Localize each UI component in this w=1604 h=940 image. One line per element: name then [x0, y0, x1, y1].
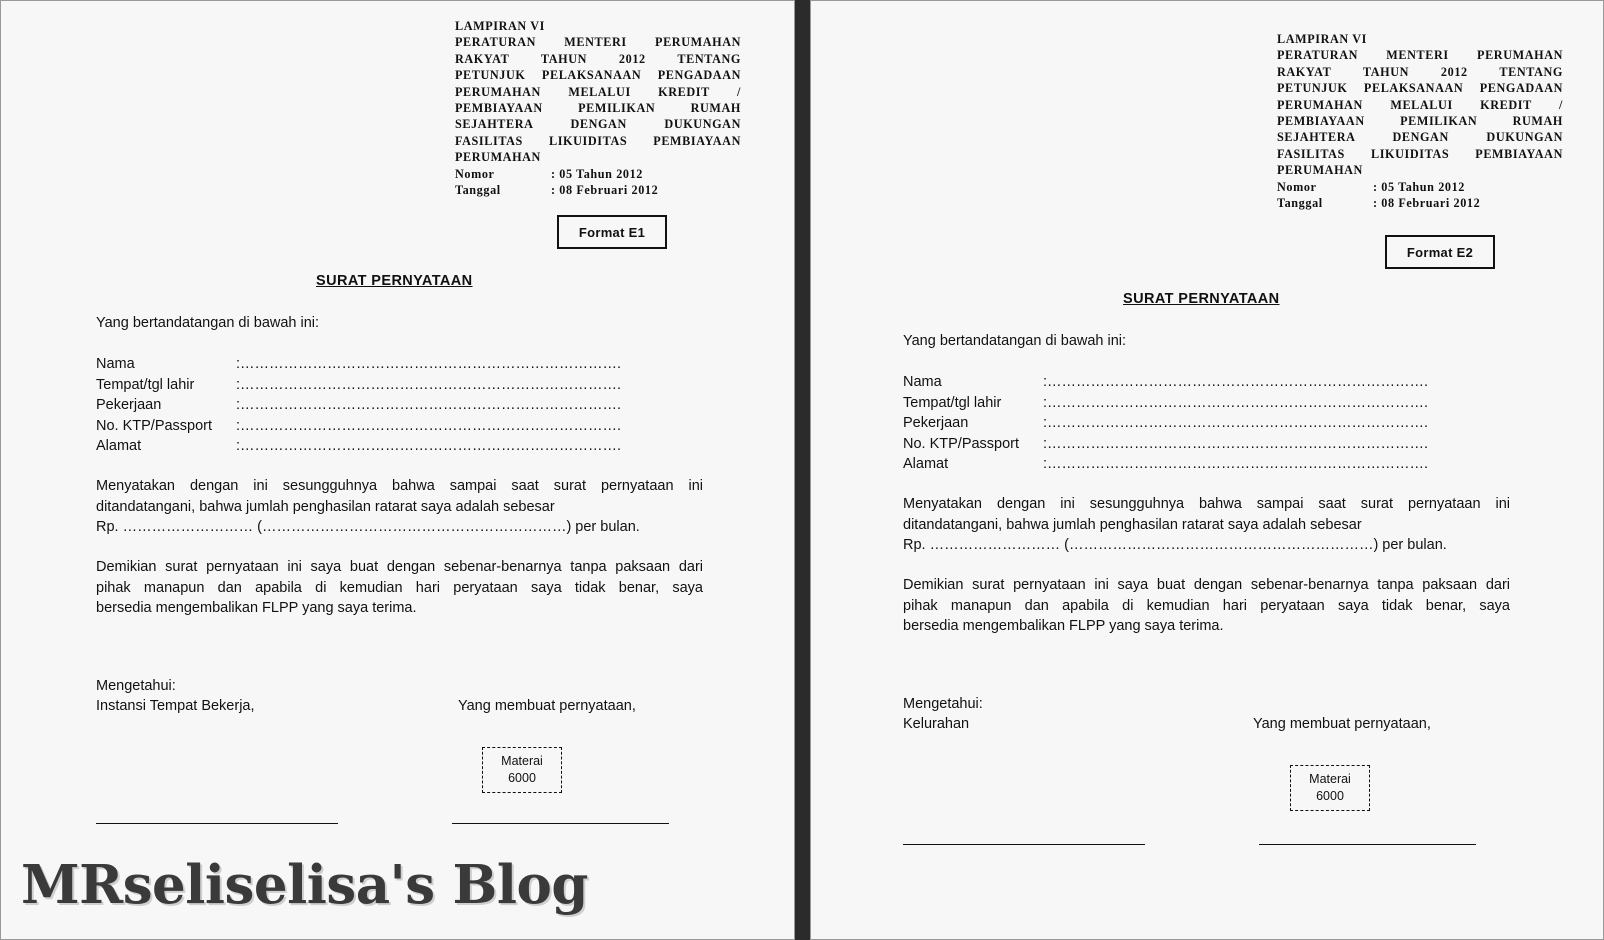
right-signer-label: Yang membuat pernyataan,	[458, 698, 636, 714]
tanggal-value: : 08 Februari 2012	[551, 183, 659, 198]
field-row-alamat	[96, 436, 686, 457]
nomor-value: : 05 Tahun 2012	[1373, 179, 1465, 194]
field-row-ktp	[903, 434, 1493, 455]
format-label-box: Format E2	[1385, 235, 1495, 269]
document-page-format-e1	[0, 0, 795, 940]
closing-paragraph	[96, 557, 703, 619]
closing-line: Demikian surat pernyataan ini saya buat dengan sebenar-benarnya tanpa paksaan dari	[903, 577, 1510, 593]
field-blank: :…………………………………………………………………….	[236, 376, 622, 393]
lampiran-title: LAMPIRAN VI	[455, 19, 545, 33]
tanggal-value: : 08 Februari 2012	[1373, 196, 1481, 211]
nomor-value: : 05 Tahun 2012	[551, 166, 643, 181]
lampiran-line: PETUNJUK PELAKSANAAN PENGADAAN	[1277, 81, 1563, 96]
tanggal-label: Tanggal	[455, 183, 501, 198]
materai-stamp-box	[482, 747, 562, 793]
tanggal-label: Tanggal	[1277, 196, 1323, 211]
field-blank: :…………………………………………………………………….	[1043, 394, 1429, 411]
nomor-row	[1277, 179, 1563, 195]
field-blank: :…………………………………………………………………….	[236, 417, 622, 434]
statement-line: Menyatakan dengan ini sesungguhnya bahwa sampai saat surat pernyataan ini	[903, 496, 1510, 512]
document-page-format-e2	[810, 0, 1604, 940]
field-row-pekerjaan	[96, 395, 686, 416]
left-signature-line	[96, 823, 338, 824]
left-signature-line	[903, 844, 1145, 845]
field-label: Pekerjaan	[903, 415, 969, 431]
intro-text: Yang bertandatangan di bawah ini:	[96, 315, 320, 331]
lampiran-line: FASILITAS LIKUIDITAS PEMBIAYAAN	[1277, 146, 1563, 161]
mengetahui-label: Mengetahui:	[96, 678, 176, 694]
materai-value: 6000	[1316, 789, 1344, 803]
closing-line: pihak manapun dan apabila di kemudian hari peryataan saya tidak benar, saya	[903, 597, 1510, 614]
closing-line: bersedia mengembalikan FLPP yang saya terima.	[903, 618, 1224, 634]
field-label: Tempat/tgl lahir	[903, 394, 1002, 411]
nomor-row	[455, 166, 741, 182]
lampiran-line: RAKYAT TAHUN 2012 TENTANG	[1277, 64, 1563, 79]
lampiran-line: SEJAHTERA DENGAN DUKUNGAN	[1277, 130, 1563, 145]
field-blank: :…………………………………………………………………….	[1043, 374, 1429, 390]
lampiran-line: PERUMAHAN	[1277, 163, 1363, 178]
field-label: No. KTP/Passport	[96, 417, 213, 434]
right-signature-line	[452, 823, 669, 824]
closing-paragraph	[903, 575, 1510, 637]
lampiran-header	[1277, 31, 1563, 211]
identity-fields	[903, 372, 1493, 475]
lampiran-title: LAMPIRAN VI	[1277, 32, 1367, 46]
field-row-nama	[903, 372, 1493, 393]
format-label-box: Format E1	[557, 215, 667, 249]
document-title: SURAT PERNYATAAN	[316, 273, 473, 289]
field-row-nama	[96, 354, 686, 375]
statement-paragraph	[96, 476, 703, 538]
field-label: Nama	[96, 356, 135, 372]
lampiran-line: PEMBIAYAAN PEMILIKAN RUMAH	[455, 101, 741, 116]
field-blank: :…………………………………………………………………….	[1043, 435, 1429, 452]
statement-line: ditandatangani, bahwa jumlah penghasilan ratarat saya adalah sebesar	[96, 498, 555, 515]
field-row-pekerjaan	[903, 413, 1493, 434]
field-blank: :…………………………………………………………………….	[1043, 415, 1429, 431]
identity-fields	[96, 354, 686, 457]
materai-value: 6000	[508, 771, 536, 785]
statement-paragraph	[903, 494, 1510, 556]
field-label: Nama	[903, 374, 942, 390]
lampiran-line: PERUMAHAN MELALUI KREDIT /	[455, 84, 741, 99]
left-signer-label: Kelurahan	[903, 716, 970, 732]
mengetahui-label: Mengetahui:	[903, 696, 983, 712]
materai-label: Materai	[501, 754, 543, 768]
lampiran-line: PERATURAN MENTERI PERUMAHAN	[455, 35, 741, 50]
income-line: Rp. ……………………… (………………………………………………………) per bulan.	[903, 537, 1447, 553]
statement-line: ditandatangani, bahwa jumlah penghasilan ratarat saya adalah sebesar	[903, 516, 1362, 533]
field-label: Alamat	[96, 438, 142, 454]
lampiran-line: PERUMAHAN MELALUI KREDIT /	[1277, 97, 1563, 112]
tanggal-row	[455, 182, 741, 198]
income-line: Rp. ……………………… (………………………………………………………) per bulan.	[96, 519, 640, 535]
document-title: SURAT PERNYATAAN	[1123, 291, 1280, 307]
field-row-ktp	[96, 416, 686, 437]
field-row-tempat-tgl-lahir	[903, 393, 1493, 414]
field-label: No. KTP/Passport	[903, 435, 1020, 452]
field-label: Alamat	[903, 456, 949, 472]
lampiran-line: PEMBIAYAAN PEMILIKAN RUMAH	[1277, 114, 1563, 129]
materai-stamp-box	[1290, 765, 1370, 811]
field-blank: :…………………………………………………………………….	[236, 397, 622, 413]
field-blank: :…………………………………………………………………….	[1043, 456, 1429, 472]
field-row-tempat-tgl-lahir	[96, 375, 686, 396]
lampiran-line: RAKYAT TAHUN 2012 TENTANG	[455, 51, 741, 66]
nomor-label: Nomor	[1277, 179, 1317, 194]
closing-line: bersedia mengembalikan FLPP yang saya terima.	[96, 600, 417, 616]
lampiran-header	[455, 18, 741, 198]
field-blank: :…………………………………………………………………….	[236, 356, 622, 372]
right-signature-line	[1259, 844, 1476, 845]
field-blank: :…………………………………………………………………….	[236, 438, 622, 454]
closing-line: Demikian surat pernyataan ini saya buat dengan sebenar-benarnya tanpa paksaan dari	[96, 559, 703, 575]
statement-line: Menyatakan dengan ini sesungguhnya bahwa sampai saat surat pernyataan ini	[96, 478, 703, 494]
lampiran-line: PETUNJUK PELAKSANAAN PENGADAAN	[455, 68, 741, 83]
left-signer-label: Instansi Tempat Bekerja,	[96, 698, 255, 714]
field-label: Pekerjaan	[96, 397, 162, 413]
intro-text: Yang bertandatangan di bawah ini:	[903, 333, 1127, 349]
field-row-alamat	[903, 454, 1493, 475]
lampiran-line: PERATURAN MENTERI PERUMAHAN	[1277, 48, 1563, 63]
field-label: Tempat/tgl lahir	[96, 376, 195, 393]
blog-watermark: MRseliselisa's Blog	[21, 854, 588, 916]
lampiran-line: FASILITAS LIKUIDITAS PEMBIAYAAN	[455, 133, 741, 148]
lampiran-line: PERUMAHAN	[455, 150, 541, 165]
right-signer-label: Yang membuat pernyataan,	[1253, 716, 1431, 732]
tanggal-row	[1277, 195, 1563, 211]
closing-line: pihak manapun dan apabila di kemudian hari peryataan saya tidak benar, saya	[96, 579, 703, 596]
lampiran-line: SEJAHTERA DENGAN DUKUNGAN	[455, 117, 741, 132]
nomor-label: Nomor	[455, 166, 495, 181]
materai-label: Materai	[1309, 772, 1351, 786]
